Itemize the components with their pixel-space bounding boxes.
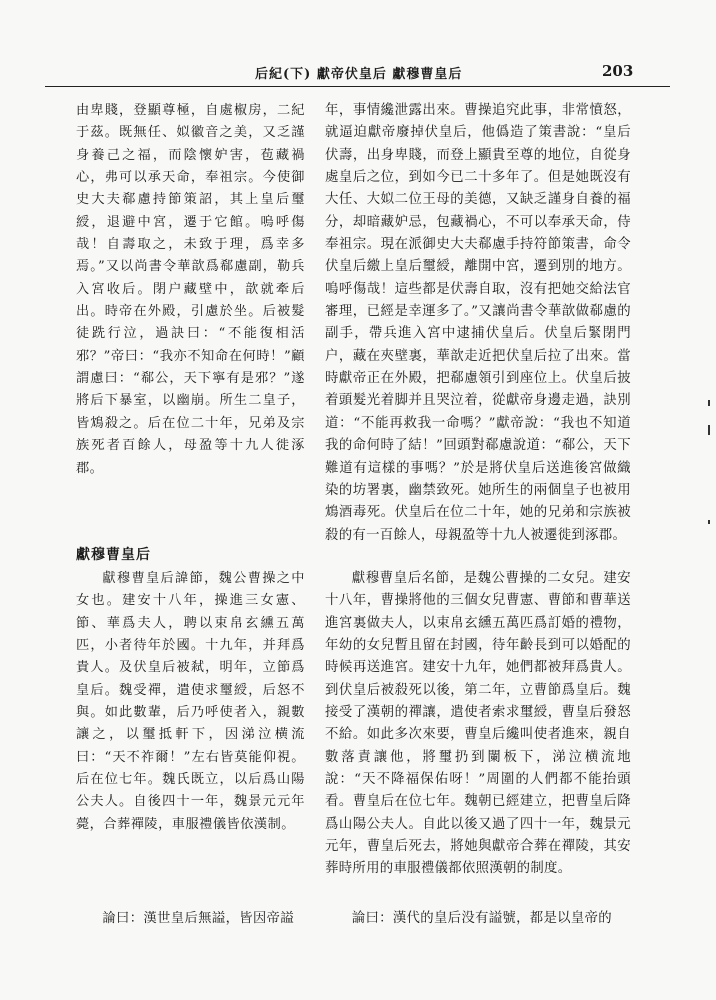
modern-translation-paragraph-2: 獻穆曹皇后名節，是魏公曹操的二女兒。建安十八年，曹操將他的三個女兒曹憲、曹節和曹華送進宮裏做夫人，以束帛玄纁五萬匹爲訂婚的禮物，年幼的女兒暫且留在封國，待年齡長到可以婚配的時候再送進宮。建安十九年，她們都被拜爲貴人。到伏皇后被殺死以後，第二年，立曹節爲皇后。魏接受了漢朝的禪讓，遣使者索求璽綬，曹皇后發怒不給。如此多次來要，曹皇后纔叫使者進來，親自數落責讓他，將璽扔到闌板下，涕泣横流地說：“天不降福保佑呀！”周圍的人們都不能抬頭看。曹皇后在位七年。魏朝已經建立，把曹皇后降爲山陽公夫人。自此以後又過了四十一年，魏景元元年，曹皇后死去，將她與獻帝合葬在禪陵，其安葬時所用的車服禮儀都依照漢朝的制度。	[325, 571, 631, 877]
section-heading-xianmu-cao-empress: 獻穆曹皇后	[76, 547, 151, 563]
header-rule	[45, 86, 670, 87]
scan-edge-mark	[708, 400, 710, 406]
modern-translation-commentary: 論曰：漢代的皇后没有謚號，都是以皇帝的	[351, 911, 612, 926]
classical-text-commentary: 論曰：漢世皇后無謚，皆因帝謚	[102, 911, 295, 926]
classical-text-paragraph-1: 由卑賤，登顯尊極，自處椒房，二紀于茲。既無任、姒徽音之美，又乏謹身養己之福，而陰懷妒害，苞藏禍心，弗可以承天命，奉祖宗。今使御史大夫郗慮持節策詔，其上皇后璽綬，退避中宮，遷于它館。嗚呼傷哉！自壽取之，未致于理，爲幸多焉。”又以尚書令華歆爲郗慮副，勒兵入宮收后。閉户藏壁中，歆就牽后出。時帝在外殿，引慮於坐。后被髮徒跣行泣，過訣曰：“不能復相活邪？”帝曰：“我亦不知命在何時！”顧謂慮曰：“郗公，天下寧有是邪？”遂將后下暴室，以幽崩。所生二皇子，皆鴆殺之。后在位二十年，兄弟及宗族死者百餘人，母盈等十九人徙涿郡。	[76, 103, 305, 476]
scan-edge-mark	[708, 520, 710, 524]
modern-translation-paragraph-1: 年，事情纔泄露出來。曹操追究此事，非常憤怒，就逼迫獻帝廢掉伏皇后，他僞造了策書說：“皇后伏壽，出身卑賤，而登上顯貴至尊的地位，自從身處皇后之位，到如今已二十多年了。但是她既沒有大任、大姒二位王母的美德，又缺乏謹身自養的福分，却暗藏妒忌，包藏禍心，不可以奉承天命，侍奉祖宗。現在派御史大夫郗慮手持符節策書，命令伏皇后繳上皇后璽綬，離開中宮，遷到別的地方。嗚呼傷哉！這些都是伏壽自取，沒有把她交給法官審理，已經是幸運多了。”又讓尚書令華歆做郗慮的副手，帶兵進入宮中逮捕伏皇后。伏皇后緊閉門户，藏在夾壁裏，華歆走近把伏皇后拉了出來。當時獻帝正在外殿，把郗慮領引到座位上。伏皇后披着頭髮光着脚并且哭泣着，從獻帝身邊走過，訣別道：“不能再救我一命嗎？”獻帝說：“我也不知道我的命何時了結！”回頭對郗慮說道：“郗公，天下難道有這樣的事嗎？”於是將伏皇后送進後宮做織染的坊署裏，幽禁致死。她所生的兩個皇子也被用鴆酒毒死。伏皇后在位二十年，她的兄弟和宗族被殺的有一百餘人，母親盈等十九人被遷徙到涿郡。	[325, 103, 631, 543]
scan-edge-mark	[708, 425, 710, 435]
page-number: 203	[602, 62, 634, 80]
classical-text-paragraph-2: 獻穆曹皇后諱節，魏公曹操之中女也。建安十八年，操進三女憲、節、華爲夫人，聘以束帛玄纁五萬匹，小者待年於國。十九年，并拜爲貴人。及伏皇后被弒，明年，立節爲皇后。魏受禪，遣使求璽綬，后怒不與。如此數輩，后乃呼使者入，親數讓之，以璽抵軒下，因涕泣横流曰：“天不祚爾！”左右皆莫能仰視。后在位七年。魏氏既立，以后爲山陽公夫人。自後四十一年，魏景元元年薨，合葬禪陵，車服禮儀皆依漢制。	[76, 571, 305, 832]
running-header-title: 后紀(下) 獻帝伏皇后 獻穆曹皇后	[255, 67, 463, 82]
